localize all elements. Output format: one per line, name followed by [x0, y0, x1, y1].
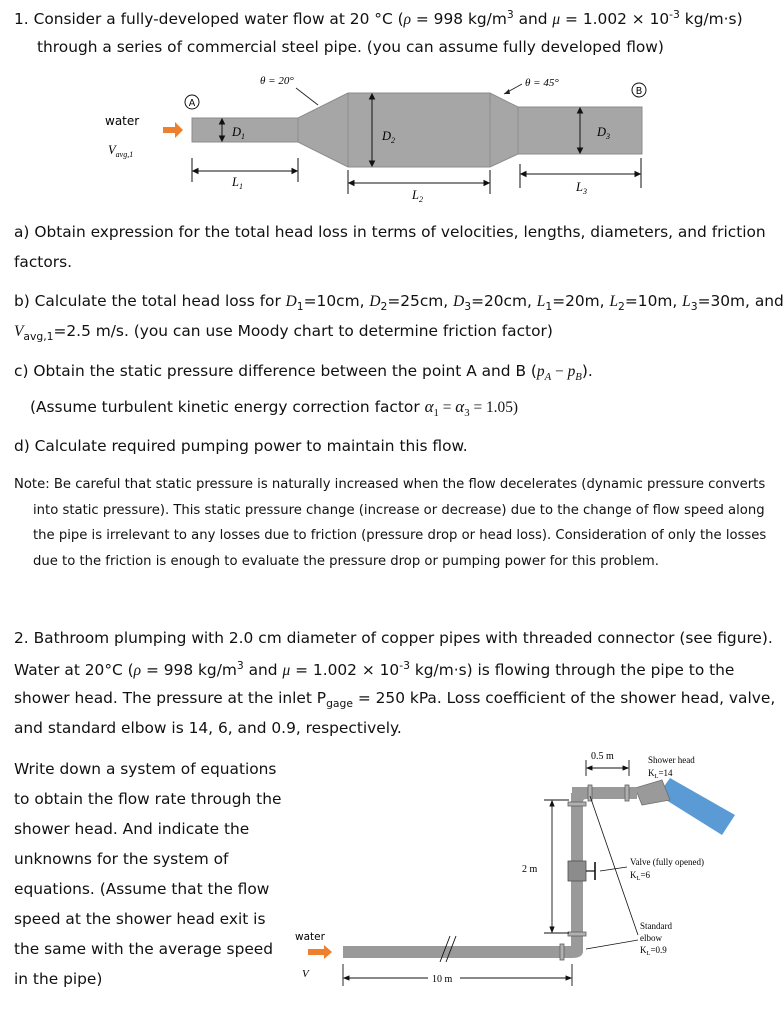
elbow-label-2: elbow [640, 933, 662, 943]
valve-icon [568, 861, 586, 881]
point-b-marker [632, 83, 646, 97]
question-line-8: in the pipe) [14, 970, 103, 988]
pipe-series-figure [100, 70, 660, 210]
vavg1-label: $V_{avg,1}$ [108, 143, 134, 159]
theta1-label: θ = 20° [260, 75, 294, 87]
l1-label: $L_1$ [232, 175, 243, 191]
part-a-line1: a) Obtain expression for the total head loss in terms of velocities, lengths, diameters, and friction [14, 223, 766, 241]
question-line-3: shower head. And indicate the [14, 820, 250, 838]
problem2-line2: Water at 20°C (ρ = 998 $kg/m^3$ and $\mu = 1.002 \times 10^{-3}$ kg/m·s) is flowing through the pipe to the [14, 659, 735, 680]
question-line-2: to obtain the flow rate through the [14, 790, 282, 808]
part-c-line1: c) Obtain the static pressure difference between the point A and B $(p_A - p_B)$. [14, 362, 593, 384]
l3-label: $L_3$ [576, 180, 587, 196]
elbow-label-1: Standard [640, 921, 672, 931]
part-c-line2: (Assume turbulent kinetic energy correction factor $\alpha_1 = \alpha_3 = 1.05$) [30, 397, 519, 420]
bottom-elbow-icon [565, 940, 583, 958]
svg-text:B: B [635, 86, 643, 97]
part-b-line1: b) Calculate the total head loss for $D_1=10cm$, $D_2=25cm$, $D_3=20cm$, $L_1=20m$, $L_2=10m$, $L_3=30m$, and [14, 292, 784, 314]
valve-label: Valve (fully opened) [630, 857, 704, 867]
d1-label: $D_1$ [232, 125, 246, 141]
shower-head-label: Shower head [648, 755, 695, 765]
dim-2m: 2 m [522, 864, 538, 875]
question-line-4: unknowns for the system of [14, 850, 229, 868]
question-line-1: Write down a system of equations [14, 760, 277, 778]
theta2-label: θ = 45° [525, 77, 559, 89]
svg-text:A: A [188, 98, 196, 109]
question-line-6: speed at the shower head exit is [14, 910, 266, 928]
problem1-line1: 1. Consider a fully-developed water flow at 20 °C (ρ = 998 $kg/m^3$ and $\mu = 1.002 \times 10^{-3}$ kg/m·s) [14, 8, 743, 29]
note-line2: into static pressure). This static pressure change (increase or decrease) due to the change of flow speed along [33, 503, 765, 518]
part-d: d) Calculate required pumping power to maintain this flow. [14, 437, 468, 455]
d2-label: $D_2$ [382, 129, 396, 145]
note-line1: Note: Be careful that static pressure is naturally increased when the flow decelerates (dynamic pressure converts [14, 477, 766, 492]
inlet-arrow [163, 122, 183, 138]
elbow-k-label: $K_L=0.9$ [640, 945, 667, 957]
water-label-2: water [295, 931, 325, 943]
d3-label: $D_3$ [597, 125, 611, 141]
note-line3: the pipe is irrelevant to any losses due to friction (pressure drop or head loss). Consideration of only the losses [33, 528, 767, 543]
bottom-pipe [343, 946, 565, 958]
question-line-5: equations. (Assume that the flow [14, 880, 270, 898]
shower-k-label: $K_L=14$ [648, 768, 673, 780]
l2-label: $L_2$ [412, 188, 423, 204]
pipe-body [192, 93, 642, 167]
bathroom-plumbing-figure [290, 740, 760, 1000]
problem2-line3: shower head. The pressure at the inlet $P_{gage} = 250$ kPa. Loss coefficient of the shower head, valve, [14, 689, 776, 711]
problem2-line1: 2. Bathroom plumping with 2.0 cm diameter of copper pipes with threaded connector (see figure). [14, 629, 773, 647]
dim-0-5m: 0.5 m [591, 751, 614, 762]
part-b-line2: $V_{avg,1}=2.5$ m/s. (you can use Moody chart to determine friction factor) [14, 322, 553, 344]
question-line-7: the same with the average speed [14, 940, 274, 958]
shower-head-icon [635, 780, 670, 805]
problem1-line2: through a series of commercial steel pipe. (you can assume fully developed flow) [37, 38, 664, 56]
part-a-line2: factors. [14, 253, 73, 271]
v-label-2: V [302, 968, 309, 980]
problem2-line4: and standard elbow is 14, 6, and 0.9, respectively. [14, 719, 402, 737]
dim-10m: 10 m [432, 974, 453, 985]
note-line4: due to the friction is enough to evaluate the pressure drop or pumping power for this problem. [33, 554, 659, 569]
shower-spray [658, 778, 735, 835]
valve-k-label: $K_L=6$ [630, 870, 651, 882]
water-label: water [105, 114, 140, 128]
inlet-arrow-2 [308, 945, 332, 959]
point-a-marker [185, 95, 199, 109]
